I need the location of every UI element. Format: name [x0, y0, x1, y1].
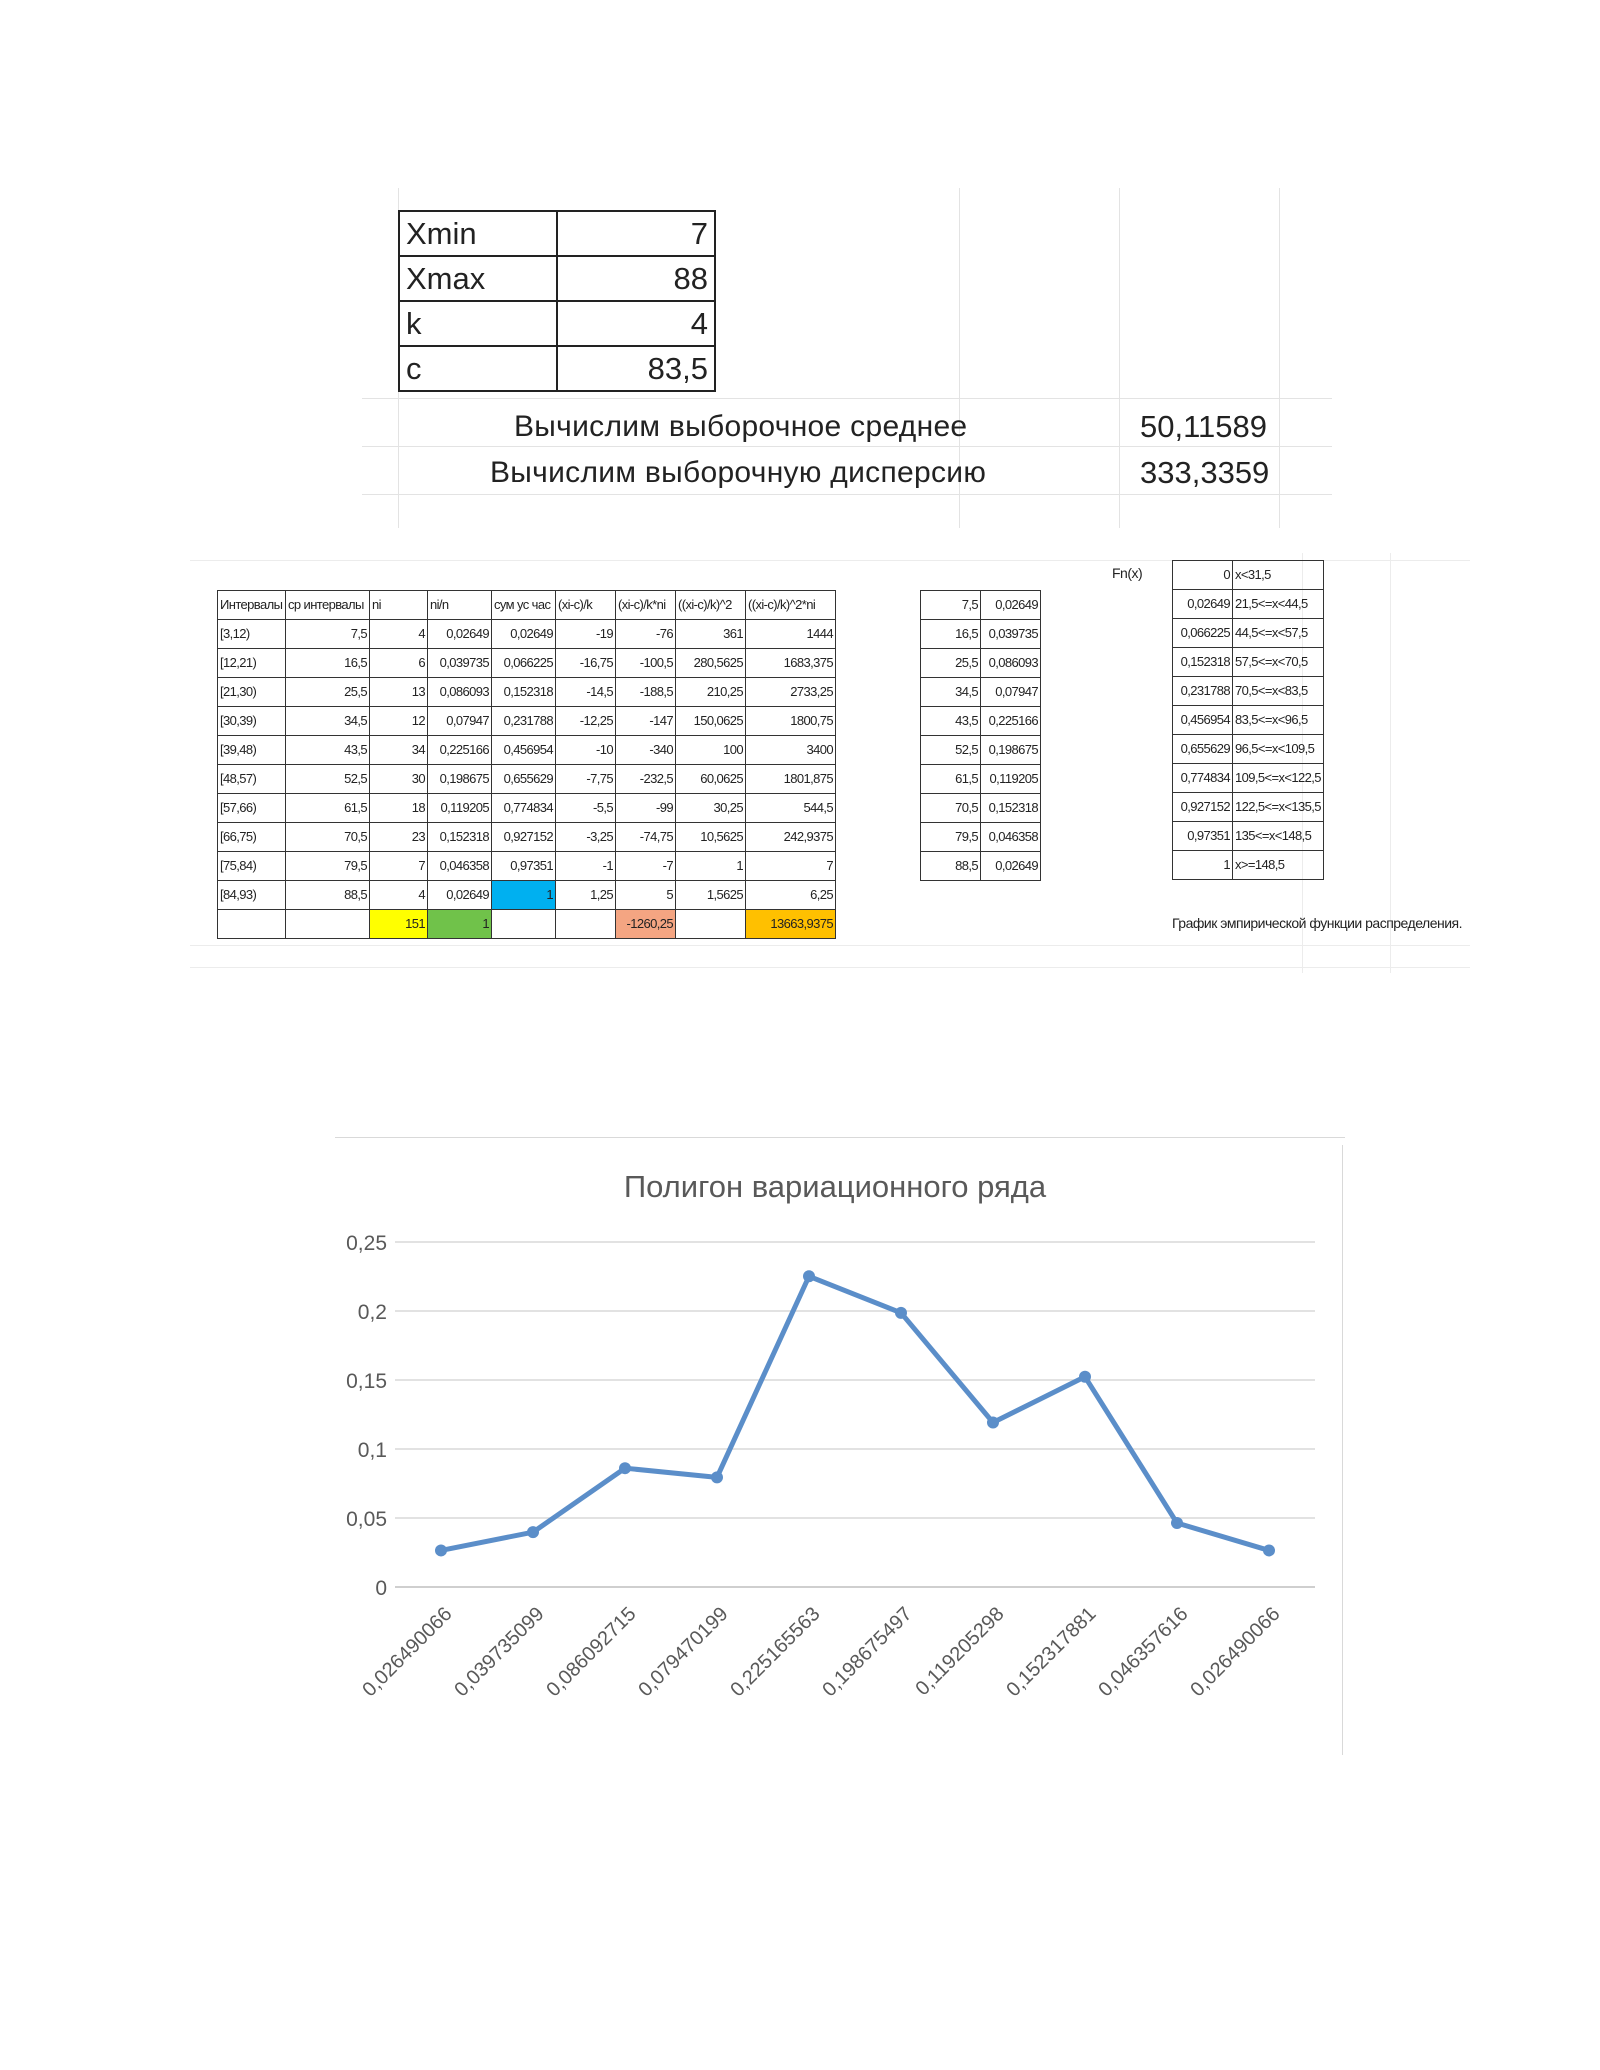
table-row	[921, 736, 1041, 765]
column-header[interactable]: (xi-c)/k	[556, 591, 616, 620]
y-tick-label: 0,15	[346, 1370, 387, 1393]
table-cell[interactable]: 18	[370, 794, 428, 823]
chart-title: Полигон вариационного ряда	[623, 1169, 1047, 1204]
table-row	[921, 649, 1041, 678]
total-cell[interactable]	[676, 910, 746, 939]
ecdf-range-cell[interactable]: 44,5<=x<57,5	[1233, 619, 1324, 648]
column-header[interactable]: ni	[370, 591, 428, 620]
x-tick-label: 0,026490066	[358, 1602, 457, 1702]
ecdf-value-cell[interactable]: 1	[1173, 851, 1233, 880]
table-cell[interactable]: 43,5	[286, 736, 370, 765]
x-tick-label: 0,046357616	[1094, 1602, 1193, 1702]
x-tick-label: 0,026490066	[1186, 1602, 1285, 1702]
table-row	[1173, 793, 1324, 822]
x-tick-label: 0,086092715	[542, 1602, 641, 1702]
table-cell[interactable]: 52,5	[286, 765, 370, 794]
table-cell[interactable]: -147	[616, 707, 676, 736]
polygon-data-body	[921, 591, 1041, 881]
table-cell[interactable]: 0,152318	[981, 794, 1041, 823]
parameters-block	[362, 188, 1332, 528]
y-tick-label: 0	[375, 1577, 387, 1600]
table-cell[interactable]: 4	[370, 881, 428, 910]
ecdf-value-cell[interactable]: 0,02649	[1173, 590, 1233, 619]
sample-variance-value[interactable]: 333,3359	[1140, 455, 1270, 490]
table-cell[interactable]: 0,456954	[492, 736, 556, 765]
table-cell[interactable]: 13	[370, 678, 428, 707]
table-cell[interactable]: 0,046358	[981, 823, 1041, 852]
table-cell[interactable]: 210,25	[676, 678, 746, 707]
sample-variance-label: Вычислим выборочную дисперсию	[490, 456, 987, 489]
table-row	[1173, 764, 1324, 793]
table-cell[interactable]: 0,02649	[492, 620, 556, 649]
table-cell[interactable]: 1444	[746, 620, 836, 649]
table-cell[interactable]: -232,5	[616, 765, 676, 794]
table-cell[interactable]: 70,5	[286, 823, 370, 852]
ecdf-value-cell[interactable]: 0,066225	[1173, 619, 1233, 648]
sheet-gridline	[362, 446, 1332, 447]
table-cell[interactable]: 0,039735	[981, 620, 1041, 649]
total-xc-ni-cell[interactable]: -1260,25	[616, 910, 676, 939]
table-row	[218, 765, 836, 794]
table-cell[interactable]: -188,5	[616, 678, 676, 707]
table-row	[218, 707, 836, 736]
table-cell[interactable]: 0,039735	[428, 649, 492, 678]
sample-mean-value[interactable]: 50,11589	[1140, 409, 1267, 444]
table-cell[interactable]: 52,5	[921, 736, 981, 765]
table-row	[1173, 677, 1324, 706]
table-row	[218, 794, 836, 823]
interval-cell[interactable]: [3,12)	[218, 620, 286, 649]
ecdf-value-cell[interactable]: 0,927152	[1173, 793, 1233, 822]
data-point[interactable]	[1171, 1517, 1183, 1529]
table-cell[interactable]: 88,5	[921, 852, 981, 881]
table-cell[interactable]: 1,5625	[676, 881, 746, 910]
table-row	[921, 591, 1041, 620]
x-tick-label: 0,039735099	[450, 1602, 549, 1702]
ecdf-range-cell[interactable]: x<31,5	[1233, 561, 1324, 590]
table-row	[1173, 648, 1324, 677]
column-header[interactable]: (xi-c)/k*ni	[616, 591, 676, 620]
table-cell[interactable]: 0,07947	[981, 678, 1041, 707]
table-cell[interactable]: 1,25	[556, 881, 616, 910]
param-row	[399, 256, 715, 301]
table-cell[interactable]: 150,0625	[676, 707, 746, 736]
table-cell[interactable]: 5	[616, 881, 676, 910]
table-cell[interactable]: 1683,375	[746, 649, 836, 678]
table-cell[interactable]: 2733,25	[746, 678, 836, 707]
sheet-gridline	[1390, 553, 1391, 973]
table-row	[218, 881, 836, 910]
table-cell[interactable]: -340	[616, 736, 676, 765]
table-cell[interactable]: -1	[556, 852, 616, 881]
data-point[interactable]	[1079, 1371, 1091, 1383]
table-row	[921, 794, 1041, 823]
table-cell[interactable]: 0,02649	[981, 852, 1041, 881]
table-row	[218, 620, 836, 649]
column-header[interactable]: ((xi-c)/k)^2	[676, 591, 746, 620]
interval-cell[interactable]: [12,21)	[218, 649, 286, 678]
polygon-data-table	[920, 590, 1041, 881]
data-point[interactable]	[527, 1526, 539, 1538]
table-cell[interactable]: -76	[616, 620, 676, 649]
param-row	[399, 301, 715, 346]
table-cell[interactable]: 25,5	[286, 678, 370, 707]
param-name[interactable]: k	[399, 301, 557, 346]
interval-cell[interactable]: [57,66)	[218, 794, 286, 823]
ecdf-caption: График эмпирической функции распределения.	[1172, 915, 1463, 931]
table-cell[interactable]: 34,5	[286, 707, 370, 736]
polygon-chart[interactable]	[335, 1135, 1345, 1755]
ecdf-range-cell[interactable]: 135<=x<148,5	[1233, 822, 1324, 851]
total-cell[interactable]	[492, 910, 556, 939]
table-cell[interactable]: 0,225166	[981, 707, 1041, 736]
table-cell[interactable]: 10,5625	[676, 823, 746, 852]
param-name[interactable]: c	[399, 346, 557, 391]
table-cell[interactable]: 544,5	[746, 794, 836, 823]
sheet-gridline	[1279, 188, 1280, 528]
table-row	[218, 852, 836, 881]
sheet-gridline	[190, 967, 1470, 968]
table-cell[interactable]: 0,119205	[981, 765, 1041, 794]
sheet-gridline	[362, 398, 1332, 399]
frequency-table-body	[218, 620, 836, 910]
interval-cell[interactable]: [30,39)	[218, 707, 286, 736]
table-cell[interactable]: 0,774834	[492, 794, 556, 823]
table-cell[interactable]: 7	[746, 852, 836, 881]
table-row	[921, 852, 1041, 881]
total-ni-cell[interactable]: 151	[370, 910, 428, 939]
table-cell[interactable]: 0,152318	[492, 678, 556, 707]
table-row	[1173, 590, 1324, 619]
ecdf-range-cell[interactable]: 57,5<=x<70,5	[1233, 648, 1324, 677]
table-cell[interactable]: 0,198675	[428, 765, 492, 794]
table-row	[1173, 561, 1324, 590]
column-header[interactable]: ((xi-c)/k)^2*ni	[746, 591, 836, 620]
ecdf-range-cell[interactable]: 122,5<=x<135,5	[1233, 793, 1324, 822]
table-cell[interactable]: 4	[370, 620, 428, 649]
total-sq-ni-cell[interactable]: 13663,9375	[746, 910, 836, 939]
param-value[interactable]: 7	[557, 211, 715, 256]
table-cell[interactable]: -19	[556, 620, 616, 649]
table-cell[interactable]: 7	[370, 852, 428, 881]
ecdf-range-cell[interactable]: 83,5<=x<96,5	[1233, 706, 1324, 735]
table-cell[interactable]: 0,086093	[981, 649, 1041, 678]
table-cell[interactable]: 23	[370, 823, 428, 852]
table-cell[interactable]: 70,5	[921, 794, 981, 823]
x-tick-label: 0,198675497	[818, 1602, 917, 1702]
table-cell[interactable]: 61,5	[921, 765, 981, 794]
table-cell[interactable]: 6	[370, 649, 428, 678]
table-cell[interactable]: 361	[676, 620, 746, 649]
y-tick-label: 0,2	[357, 1301, 387, 1324]
sheet-gridline	[1119, 188, 1120, 528]
table-cell[interactable]: -7,75	[556, 765, 616, 794]
table-row	[1173, 822, 1324, 851]
ecdf-value-cell[interactable]: 0,152318	[1173, 648, 1233, 677]
table-cell[interactable]: 0,02649	[981, 591, 1041, 620]
data-point[interactable]	[1263, 1544, 1275, 1556]
table-row	[218, 678, 836, 707]
table-cell[interactable]: 6,25	[746, 881, 836, 910]
table-cell[interactable]: 30	[370, 765, 428, 794]
table-row	[1173, 851, 1324, 880]
y-tick-label: 0,05	[346, 1508, 387, 1531]
ecdf-value-cell[interactable]: 0,774834	[1173, 764, 1233, 793]
column-header[interactable]: Интервалы	[218, 591, 286, 620]
table-cell[interactable]: 16,5	[286, 649, 370, 678]
ecdf-range-cell[interactable]: 96,5<=x<109,5	[1233, 735, 1324, 764]
table-row	[921, 620, 1041, 649]
table-cell[interactable]: 0,119205	[428, 794, 492, 823]
table-cell[interactable]: -7	[616, 852, 676, 881]
column-header[interactable]: ср интервалы	[286, 591, 370, 620]
table-cell[interactable]: 34	[370, 736, 428, 765]
interval-cell[interactable]: [21,30)	[218, 678, 286, 707]
data-point[interactable]	[619, 1462, 631, 1474]
data-point[interactable]	[987, 1416, 999, 1428]
param-name[interactable]: Xmax	[399, 256, 557, 301]
total-cell[interactable]	[286, 910, 370, 939]
table-cell[interactable]: 34,5	[921, 678, 981, 707]
data-point[interactable]	[711, 1471, 723, 1483]
param-value[interactable]: 83,5	[557, 346, 715, 391]
table-cell[interactable]: 0,198675	[981, 736, 1041, 765]
parameters-table	[398, 210, 716, 392]
interval-cell[interactable]: [39,48)	[218, 736, 286, 765]
param-row	[399, 211, 715, 256]
data-point[interactable]	[435, 1544, 447, 1556]
table-cell[interactable]: 0,927152	[492, 823, 556, 852]
table-row	[921, 765, 1041, 794]
table-cell[interactable]: -10	[556, 736, 616, 765]
table-row	[218, 649, 836, 678]
table-cell[interactable]: -74,75	[616, 823, 676, 852]
table-cell[interactable]: 60,0625	[676, 765, 746, 794]
table-cell[interactable]: -16,75	[556, 649, 616, 678]
table-cell[interactable]: 7,5	[286, 620, 370, 649]
table-cell[interactable]: 7,5	[921, 591, 981, 620]
table-cell[interactable]: 79,5	[286, 852, 370, 881]
table-cell[interactable]: 16,5	[921, 620, 981, 649]
param-name[interactable]: Xmin	[399, 211, 557, 256]
param-row	[399, 346, 715, 391]
x-tick-label: 0,152317881	[1002, 1602, 1101, 1702]
ecdf-value-cell[interactable]: 0,655629	[1173, 735, 1233, 764]
table-cell[interactable]: 1	[676, 852, 746, 881]
frequency-sheet	[190, 553, 1470, 973]
table-row	[1173, 619, 1324, 648]
ecdf-range-cell[interactable]: 21,5<=x<44,5	[1233, 590, 1324, 619]
table-cell[interactable]: 0,066225	[492, 649, 556, 678]
ecdf-value-cell[interactable]: 0	[1173, 561, 1233, 590]
totals-row	[218, 910, 836, 939]
table-cell[interactable]: 0,02649	[428, 620, 492, 649]
table-cell[interactable]: -99	[616, 794, 676, 823]
ecdf-value-cell[interactable]: 0,456954	[1173, 706, 1233, 735]
table-cell[interactable]: 280,5625	[676, 649, 746, 678]
table-cell[interactable]: -3,25	[556, 823, 616, 852]
data-point[interactable]	[803, 1270, 815, 1282]
header-row	[218, 591, 836, 620]
table-cell[interactable]: -14,5	[556, 678, 616, 707]
x-tick-label: 0,225165563	[726, 1602, 825, 1702]
total-cell[interactable]	[556, 910, 616, 939]
ecdf-range-cell[interactable]: 70,5<=x<83,5	[1233, 677, 1324, 706]
interval-cell[interactable]: [48,57)	[218, 765, 286, 794]
total-frequency-cell[interactable]: 1	[428, 910, 492, 939]
table-cell[interactable]: 88,5	[286, 881, 370, 910]
ecdf-range-cell[interactable]: x>=148,5	[1233, 851, 1324, 880]
column-header[interactable]: сум ус час	[492, 591, 556, 620]
column-header[interactable]: ni/n	[428, 591, 492, 620]
table-cell[interactable]: 0,152318	[428, 823, 492, 852]
table-cell[interactable]: 0,07947	[428, 707, 492, 736]
table-row	[921, 678, 1041, 707]
series-line[interactable]	[441, 1276, 1269, 1550]
table-cell[interactable]: 242,9375	[746, 823, 836, 852]
table-cell[interactable]: -100,5	[616, 649, 676, 678]
table-cell[interactable]: 3400	[746, 736, 836, 765]
table-cell[interactable]: 25,5	[921, 649, 981, 678]
data-point[interactable]	[895, 1307, 907, 1319]
total-cell[interactable]	[218, 910, 286, 939]
interval-cell[interactable]: [75,84)	[218, 852, 286, 881]
table-row	[921, 823, 1041, 852]
sheet-gridline	[362, 494, 1332, 495]
table-cell[interactable]: 1801,875	[746, 765, 836, 794]
table-cell[interactable]: 0,225166	[428, 736, 492, 765]
table-cell[interactable]: 61,5	[286, 794, 370, 823]
table-cell[interactable]: -12,25	[556, 707, 616, 736]
ecdf-value-cell[interactable]: 0,97351	[1173, 822, 1233, 851]
table-cell[interactable]: 0,086093	[428, 678, 492, 707]
y-tick-label: 0,1	[357, 1439, 387, 1462]
param-value[interactable]: 4	[557, 301, 715, 346]
table-row	[218, 736, 836, 765]
table-row	[1173, 706, 1324, 735]
table-row	[921, 707, 1041, 736]
table-cell[interactable]: 0,97351	[492, 852, 556, 881]
table-cell[interactable]: 0,231788	[492, 707, 556, 736]
table-cell[interactable]: 43,5	[921, 707, 981, 736]
table-cell[interactable]: 0,02649	[428, 881, 492, 910]
ecdf-range-cell[interactable]: 109,5<=x<122,5	[1233, 764, 1324, 793]
interval-cell[interactable]: [66,75)	[218, 823, 286, 852]
table-cell[interactable]: 79,5	[921, 823, 981, 852]
fn-label: Fn(x)	[1112, 565, 1143, 581]
param-value[interactable]: 88	[557, 256, 715, 301]
sample-mean-label: Вычислим выборочное среднее	[514, 410, 968, 443]
chart-svg	[335, 1135, 1345, 1755]
frequency-table	[217, 590, 836, 939]
table-cell[interactable]: 12	[370, 707, 428, 736]
table-cell[interactable]: 1800,75	[746, 707, 836, 736]
y-tick-label: 0,25	[346, 1232, 387, 1255]
ecdf-table	[1172, 560, 1324, 880]
table-row	[1173, 735, 1324, 764]
x-tick-label: 0,119205298	[911, 1602, 1009, 1701]
table-cell[interactable]: 1	[492, 881, 556, 910]
table-cell[interactable]: 100	[676, 736, 746, 765]
table-row	[218, 823, 836, 852]
table-cell[interactable]: 0,655629	[492, 765, 556, 794]
ecdf-value-cell[interactable]: 0,231788	[1173, 677, 1233, 706]
interval-cell[interactable]: [84,93)	[218, 881, 286, 910]
sheet-gridline	[190, 945, 1470, 946]
ecdf-table-body	[1173, 561, 1324, 880]
table-cell[interactable]: 30,25	[676, 794, 746, 823]
x-tick-label: 0,079470199	[634, 1602, 733, 1702]
table-cell[interactable]: -5,5	[556, 794, 616, 823]
table-cell[interactable]: 0,046358	[428, 852, 492, 881]
